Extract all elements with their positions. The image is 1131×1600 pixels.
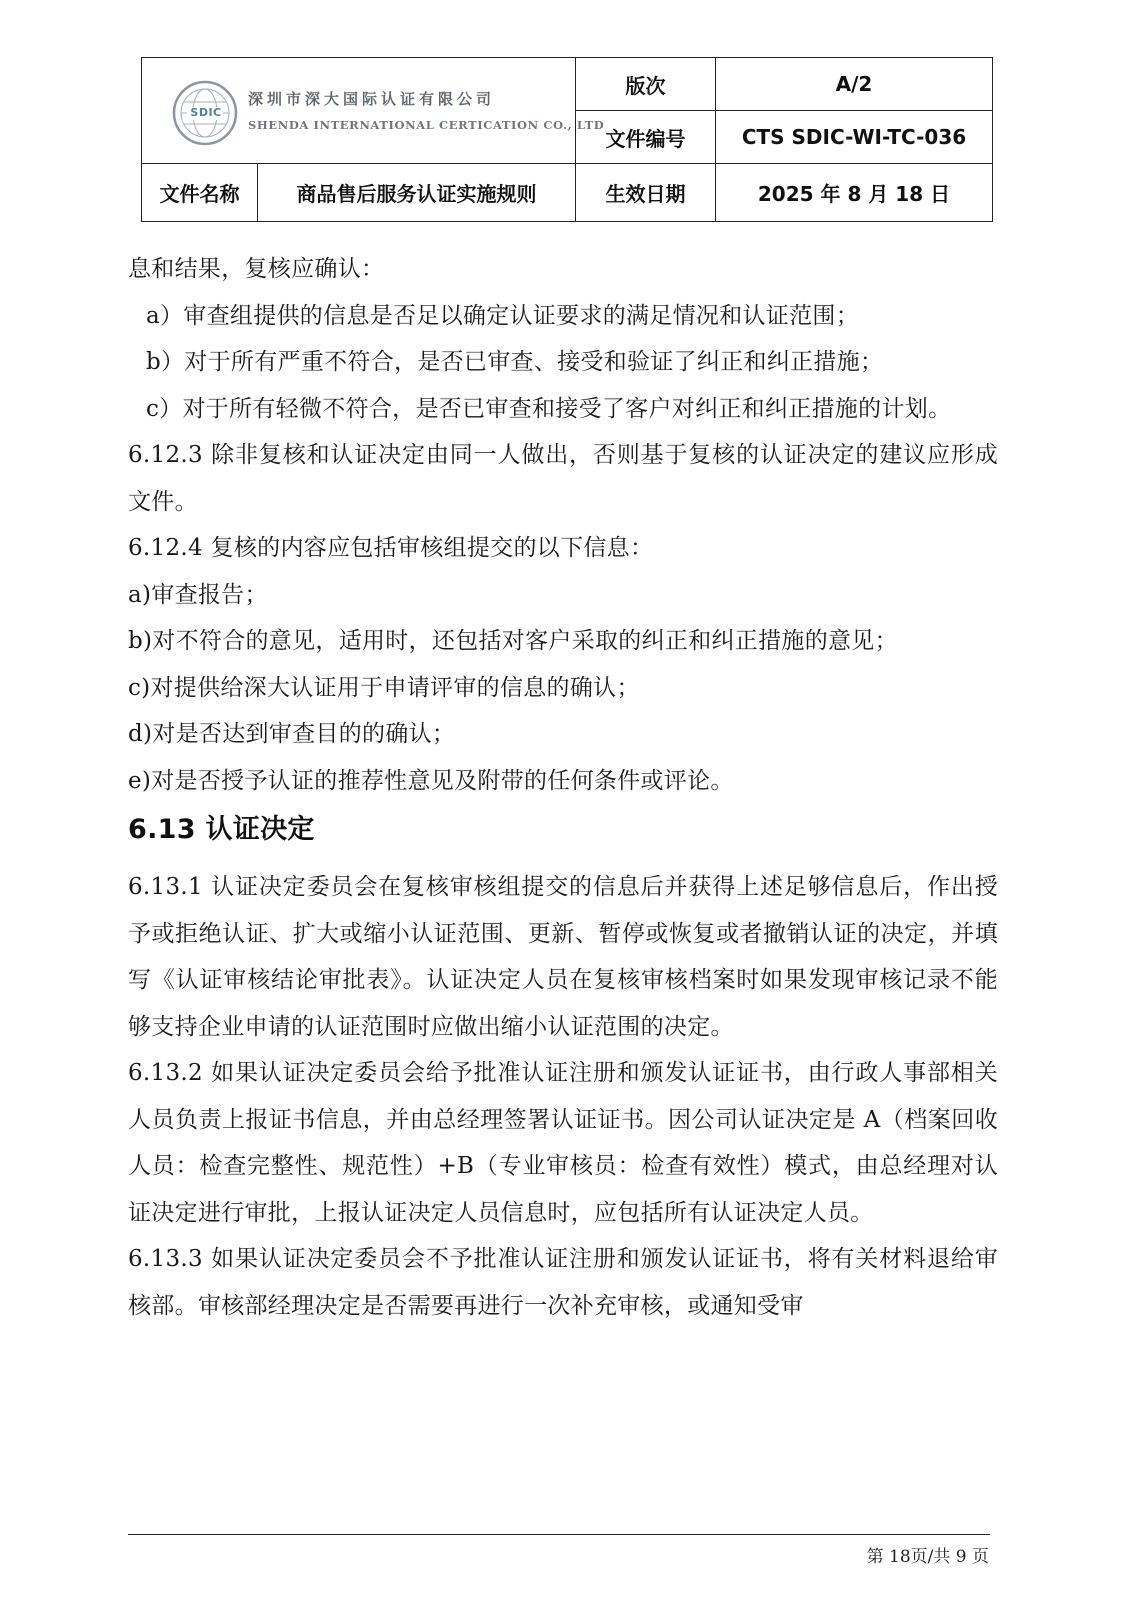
paragraph: 6.13.2 如果认证决定委员会给予批准认证注册和颁发认证证书，由行政人事部相关人员负责上报证书信息，并由总经理签署认证证书。因公司认证决定是 A（档案回收人员：检查完整性、规范性）+B（专业审核员：检查有效性）模式，由总经理对认证决定进行审批，上报认证决定人员信息时，应包括所有认证决定人员。	[128, 1060, 998, 1226]
paragraph: 6.13.3 如果认证决定委员会不予批准认证注册和颁发认证证书，将有关材料退给审核部。审核部经理决定是否需要再进行一次补充审核，或通知受审	[128, 1246, 998, 1319]
list-item: e)对是否授予认证的推荐性意见及附带的任何条件或评论。	[128, 767, 734, 794]
list-item: a）审查组提供的信息是否足以确定认证要求的满足情况和认证范围；	[146, 302, 860, 329]
document-name-label: 文件名称	[142, 164, 258, 222]
section-heading: 6.13 认证决定	[128, 814, 315, 845]
list-item: d)对是否达到审查目的的确认；	[128, 721, 456, 747]
company-name-en: SHENDA INTERNATIONAL CERTICATION CO., LTD	[248, 118, 605, 132]
effective-date-value: 2025 年 8 月 18 日	[716, 164, 993, 222]
document-number-value: CTS SDIC-WI-TC-036	[716, 111, 993, 164]
company-logo	[172, 80, 605, 150]
document-header-table	[141, 57, 993, 222]
list-item: c)对提供给深大认证用于申请评审的信息的确认；	[128, 674, 640, 701]
version-value: A/2	[716, 58, 993, 111]
paragraph: 息和结果，复核应确认：	[128, 256, 385, 282]
version-label: 版次	[576, 58, 716, 111]
logo-lettering: SDIC	[190, 106, 222, 119]
company-name-cn: 深圳市深大国际认证有限公司	[248, 90, 496, 108]
list-item: c）对于所有轻微不符合，是否已审查和接受了客户对纠正和纠正措施的计划。	[146, 395, 952, 422]
footer-divider	[128, 1534, 990, 1535]
company-logo-cell	[142, 58, 605, 164]
paragraph: 6.12.3 除非复核和认证决定由同一人做出，否则基于复核的认证决定的建议应形成文件。	[128, 442, 998, 515]
paragraph: 6.12.4 复核的内容应包括审核组提交的以下信息：	[128, 535, 654, 561]
document-name-value: 商品售后服务认证实施规则	[258, 164, 576, 222]
list-item: b)对不符合的意见，适用时，还包括对客户采取的纠正和纠正措施的意见；	[128, 628, 898, 654]
document-body	[128, 246, 998, 1329]
effective-date-label: 生效日期	[576, 164, 716, 222]
list-item: a)审查报告；	[128, 581, 268, 608]
paragraph: 6.13.1 认证决定委员会在复核审核组提交的信息后并获得上述足够信息后，作出授予或拒绝认证、扩大或缩小认证范围、更新、暂停或恢复或者撤销认证的决定，并填写《认证审核结论审批表》。认证决定人员在复核审核档案时如果发现审核记录不能够支持企业申请的认证范围时应做出缩小认证范围的决定。	[128, 874, 998, 1040]
page-number: 第 18页/共 9 页	[866, 1547, 989, 1567]
document-number-label: 文件编号	[576, 111, 716, 164]
list-item: b）对于所有严重不符合，是否已审查、接受和验证了纠正和纠正措施；	[146, 349, 884, 375]
